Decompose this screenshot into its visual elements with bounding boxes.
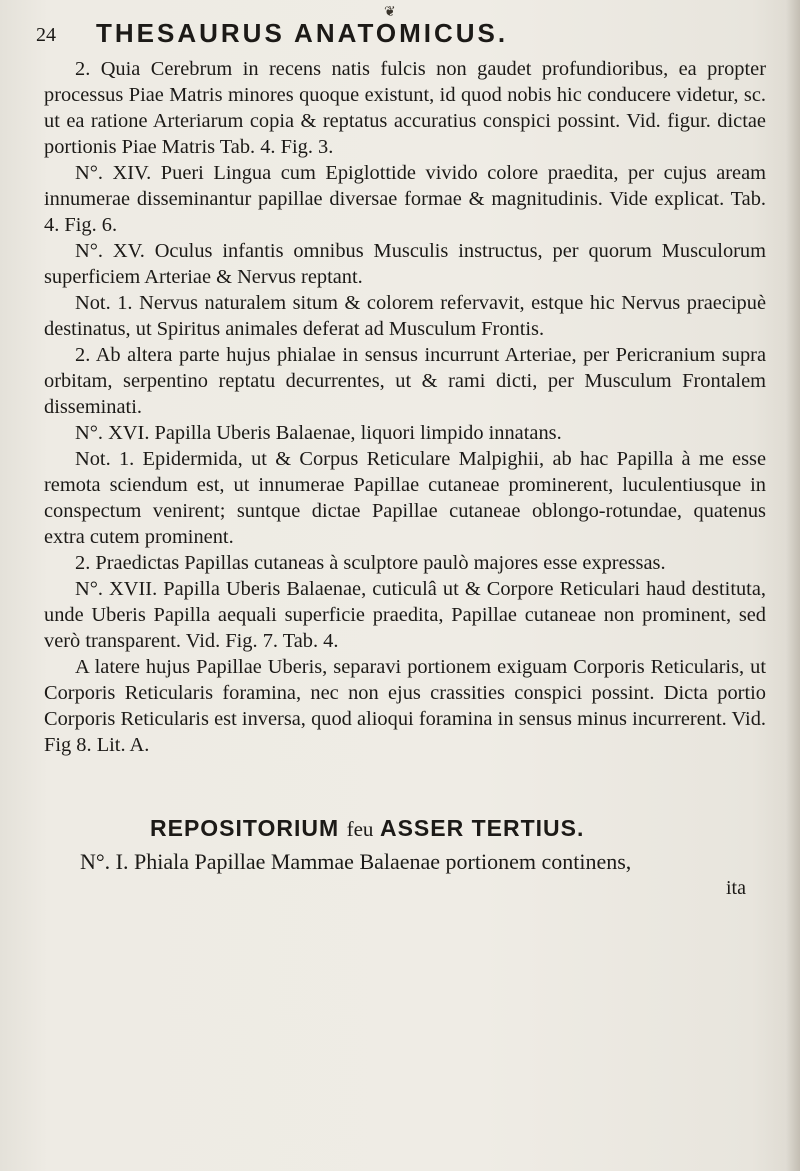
paragraph: A latere hujus Papillae Uberis, separavi portionem exiguam Corporis Reticularis, ut Corporis Reticularis foramina, nec non ejus crassities conspici possint. Dicta portio Corporis Reticularis est inversa, quod alioqui foramina in sensus minus incurrerent. Vid. Fig 8. Lit. A. [44, 656, 766, 756]
catchword: ita [726, 877, 746, 899]
paragraph: N°. XVII. Papilla Uberis Balaenae, cuticulâ ut & Corpore Reticulari haud destituta, unde Uberis Papilla aequali superficie praedita, Papillae cutaneae non prominent, sed verò transparent. Vid. Fig. 7. Tab. 4. [44, 578, 766, 652]
fleuron-ornament-icon: ❦ [384, 4, 396, 20]
paragraph: N°. XV. Oculus infantis omnibus Musculis instructus, per quorum Musculorum superficiem Arteriae & Nervus reptant. [44, 240, 766, 288]
page-number: 24 [36, 24, 56, 46]
page-header [36, 16, 766, 56]
section-heading [150, 815, 584, 842]
body-text [44, 56, 766, 758]
section-heading-part: ASSER TERTIUS. [379, 815, 585, 841]
paragraph: 2. Quia Cerebrum in recens natis fulcis non gaudet profundioribus, ea propter processus Piae Matris minores quoque existunt, id quod nobis hic conducere videtur, sc. ut ea ratione Arteriarum copia & reptatus accuratius conspici possint. Vid. figur. dictae portionis Piae Matris Tab. 4. Fig. 3. [44, 58, 766, 158]
paragraph: N°. XIV. Pueri Lingua cum Epiglottide vivido colore praedita, per cujus aream innumerae disseminantur papillae diversae formae & magnitudinis. Vide explicat. Tab. 4. Fig. 6. [44, 162, 766, 236]
entry-line: N°. I. Phiala Papillae Mammae Balaenae portionem continens, [80, 849, 632, 874]
paragraph: N°. XVI. Papilla Uberis Balaenae, liquori limpido innatans. [75, 422, 562, 444]
paragraph: 2. Ab altera parte hujus phialae in sensus incurrunt Arteriae, per Pericranium supra orbitam, serpentino reptatu decurrentes, ut & rami dicti, per Musculum Frontalem disseminati. [44, 344, 766, 418]
paragraph: Not. 1. Nervus naturalem situm & colorem refervavit, estque hic Nervus praecipuè destinatus, ut Spiritus animales deferat ad Musculum Frontis. [44, 292, 766, 340]
section-heading-part: REPOSITORIUM [150, 815, 340, 841]
paragraph: 2. Praedictas Papillas cutaneas à sculptore paulò majores esse expressas. [75, 552, 666, 574]
running-head: THESAURUS ANATOMICUS. [96, 18, 509, 48]
paragraph: Not. 1. Epidermida, ut & Corpus Reticulare Malpighii, ab hac Papilla à me esse remota sciendum est, ut innumerae Papillae cutaneae prominerent, luculentiusque in conspectum venirent; suntque dictae Papillae cutaneae oblongo-rotundae, quatenus extra cutem prominent. [44, 448, 766, 548]
page-edge-shadow [786, 0, 800, 1171]
section-heading-conjunction: feu [346, 817, 374, 841]
